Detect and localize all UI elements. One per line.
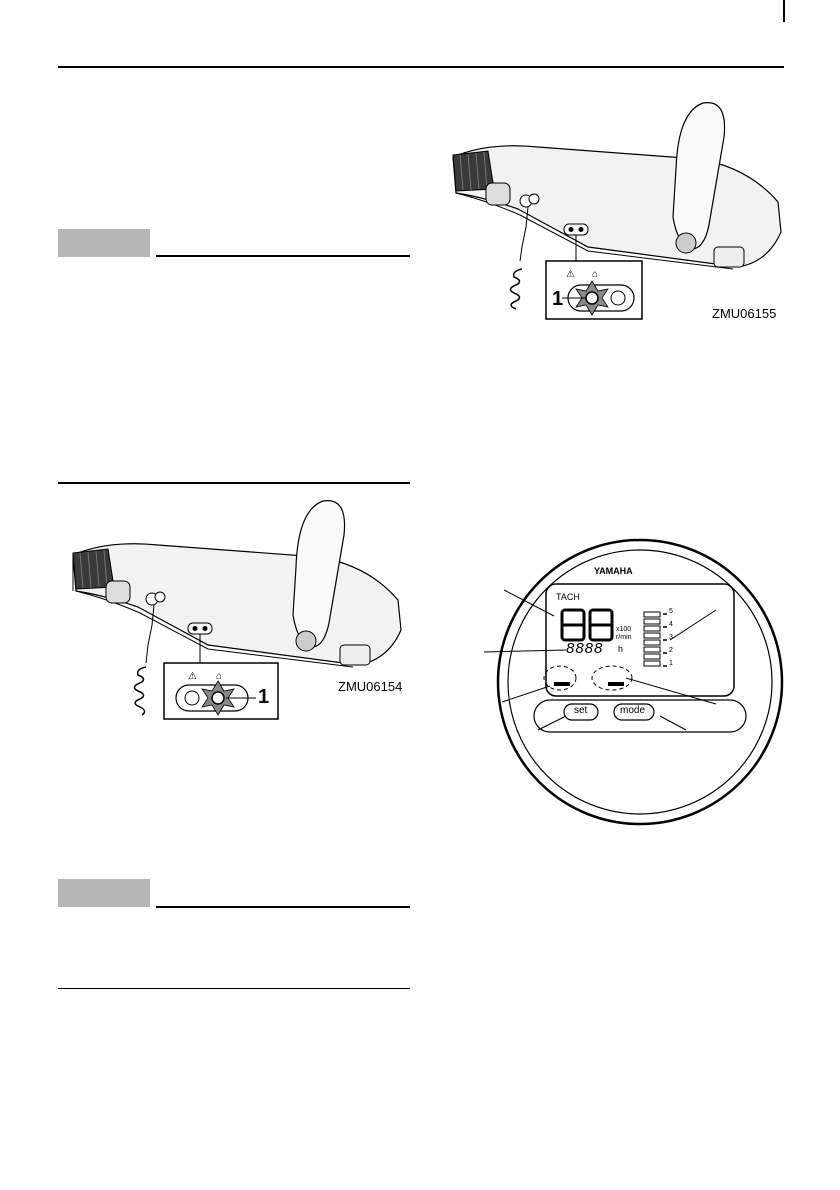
trim-tick-5: 5 bbox=[669, 608, 673, 615]
tachometer-gauge bbox=[490, 532, 790, 832]
engine-warning-illustration-right bbox=[448, 97, 788, 322]
gauge-hour-digits: 8888 bbox=[566, 640, 604, 657]
gauge-mode-label: TACH bbox=[556, 592, 580, 602]
figure-code-right: ZMU06155 bbox=[712, 306, 777, 321]
note-tab-1 bbox=[58, 229, 150, 257]
set-button-label: set bbox=[574, 705, 588, 716]
note-rule-1 bbox=[156, 255, 410, 257]
svg-text:⚠: ⚠ bbox=[188, 671, 197, 682]
callout-1-left: 1 bbox=[258, 686, 270, 708]
svg-text:⌂: ⌂ bbox=[216, 671, 223, 682]
trim-tick-2: 2 bbox=[669, 647, 673, 654]
gauge-rpm-unit: r/min bbox=[616, 634, 632, 641]
trim-tick-1: 1 bbox=[669, 660, 673, 667]
gauge-hours-unit: h bbox=[618, 644, 624, 654]
gauge-brand: YAMAHA bbox=[594, 566, 633, 576]
corner-mark bbox=[783, 0, 785, 22]
svg-text:⚠: ⚠ bbox=[566, 269, 575, 280]
trim-tick-3: 3 bbox=[669, 634, 673, 641]
note-rule-2 bbox=[156, 906, 410, 908]
header-rule bbox=[58, 66, 784, 68]
trim-tick-4: 4 bbox=[669, 621, 673, 628]
figure-code-left: ZMU06154 bbox=[338, 679, 403, 694]
mode-button-label: mode bbox=[620, 705, 646, 716]
section-rule-1 bbox=[58, 482, 410, 484]
svg-text:⌂: ⌂ bbox=[592, 269, 599, 280]
gauge-rpm-multiplier: x100 bbox=[616, 626, 632, 633]
callout-1-right: 1 bbox=[552, 288, 564, 310]
section-rule-2 bbox=[58, 988, 410, 989]
note-tab-2 bbox=[58, 879, 150, 907]
